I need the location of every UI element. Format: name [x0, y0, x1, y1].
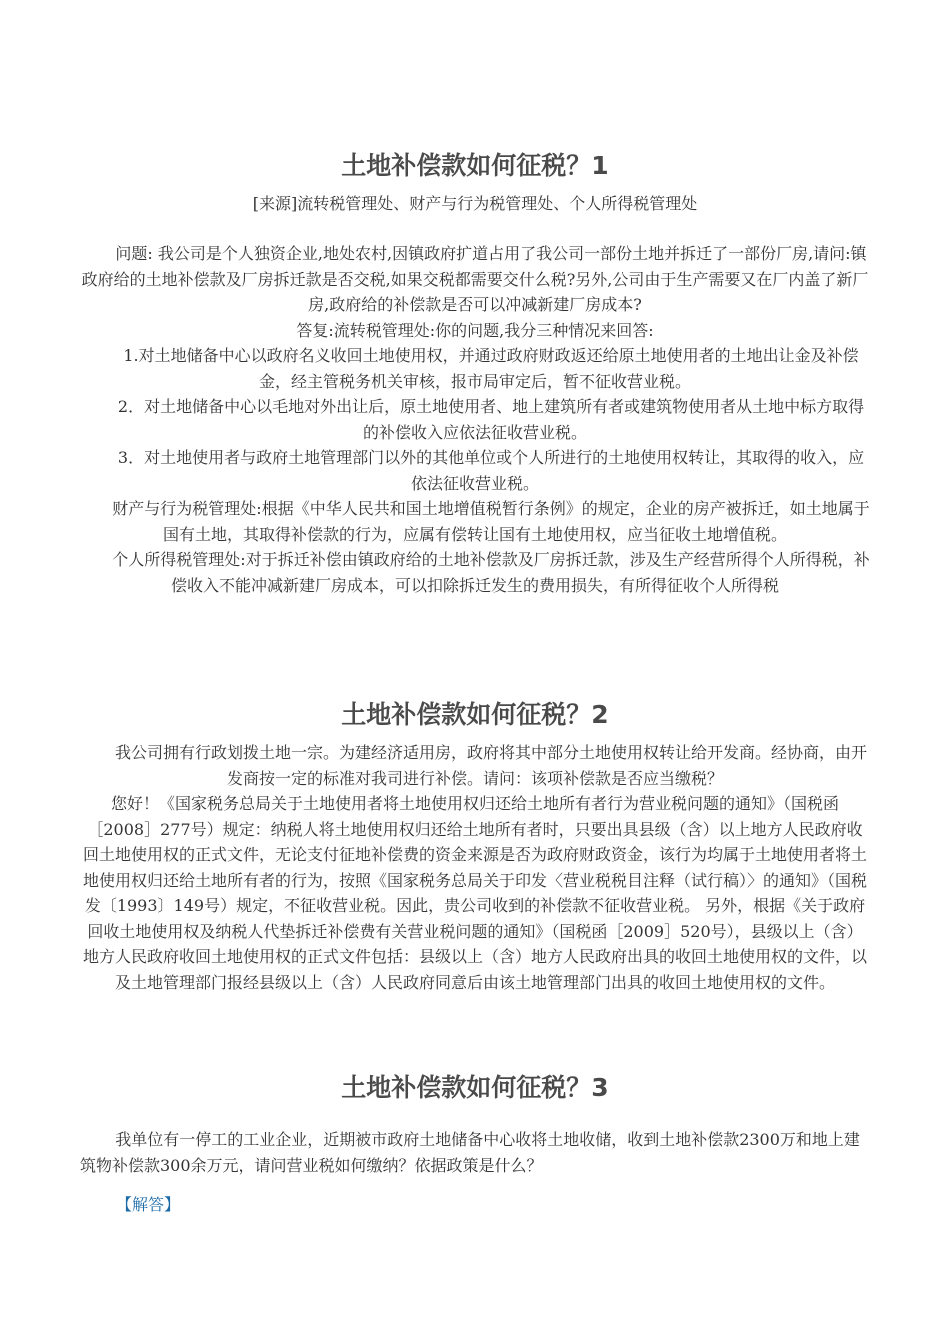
section3-body [80, 1127, 872, 1178]
section3-title: 土地补偿款如何征税？3 [341, 1073, 609, 1102]
section3-question: 我单位有一停工的工业企业，近期被市政府土地储备中心收将土地收储，收到土地补偿款2300万和地上建筑物补偿款300余万元，请问营业税如何缴纳？依据政策是什么？ [80, 1130, 860, 1175]
section2-question: 我公司拥有行政划拨土地一宗。为建经济适用房，政府将其中部分土地使用权转让给开发商。经协商，由开发商按一定的标准对我司进行补偿。请问：该项补偿款是否应当缴税？ [114, 743, 867, 788]
question-paragraph: 问题: 我公司是个人独资企业,地处农村,因镇政府扩道占用了我公司一部份土地并拆迁了一部份厂房,请问:镇政府给的土地补偿款及厂房拆迁款是否交税,如果交税都需要交什么税?另外,公司由于生产需要又在厂内盖了新厂房,政府给的补偿款是否可以冲减新建厂房成本? [81, 244, 869, 314]
reply-item-1: 1.对土地储备中心以政府名义收回土地使用权，并通过政府财政返还给原土地使用者的土地出让金及补偿金，经主管税务机关审核，报市局审定后，暂不征收营业税。 [123, 346, 859, 391]
property-tax-reply: 财产与行为税管理处:根据《中华人民共和国土地增值税暂行条例》的规定，企业的房产被拆迁，如土地属于国有土地，其取得补偿款的行为，应属有偿转让国有土地使用权，应当征收土地增值税。 [112, 499, 870, 544]
section2-title: 土地补偿款如何征税？2 [341, 700, 609, 729]
section1-body [80, 241, 870, 598]
answer-label: 【解答】 [116, 1195, 181, 1214]
section2-body [80, 740, 870, 995]
section1-title: 土地补偿款如何征税？1 [341, 151, 609, 180]
reply-item-2: 2．对土地储备中心以毛地对外出让后，原土地使用者、地上建筑所有者或建筑物使用者从土地中标方取得的补偿收入应依法征收营业税。 [117, 397, 865, 442]
reply-intro: 答复:流转税管理处:你的问题,我分三种情况来回答: [296, 320, 654, 340]
income-tax-reply: 个人所得税管理处:对于拆迁补偿由镇政府给的土地补偿款及厂房拆迁款，涉及生产经营所得个人所得税，补偿收入不能冲减新建厂房成本，可以扣除拆迁发生的费用损失，有所得征收个人所得税 [112, 550, 870, 595]
section1-source: [来源]流转税管理处、财产与行为税管理处、个人所得税管理处 [252, 194, 698, 213]
reply-item-3: 3．对土地使用者与政府土地管理部门以外的其他单位或个人所进行的土地使用权转让，其取得的收入，应依法征收营业税。 [117, 448, 865, 493]
section2-answer: 您好！《国家税务总局关于土地使用者将土地使用权归还给土地所有者行为营业税问题的通知》（国税函［2008］277号）规定：纳税人将土地使用权归还给土地所有者时，只要出具县级（含）以上地方人民政府收回土地使用权的正式文件，无论支付征地补偿费的资金来源是否为政府财政资金，该行为均属于土地使用者将土地使用权归还给土地所有者的行为，按照《国家税务总局关于印发〈营业税税目注释（试行稿）〉的通知》（国税发〔1993〕149号）规定，不征收营业税。因此，贵公司收到的补偿款不征收营业税。 另外，根据《关于政府回收土地使用权及纳税人代垫拆迁补偿费有关营业税问题的通知》（国税函［2009］520号），县级以上（含）地方人民政府收回土地使用权的正式文件包括：县级以上（含）地方人民政府出具的收回土地使用权的文件，以及土地管理部门报经县级以上（含）人民政府同意后由该土地管理部门出具的收回土地使用权的文件。 [82, 794, 867, 992]
